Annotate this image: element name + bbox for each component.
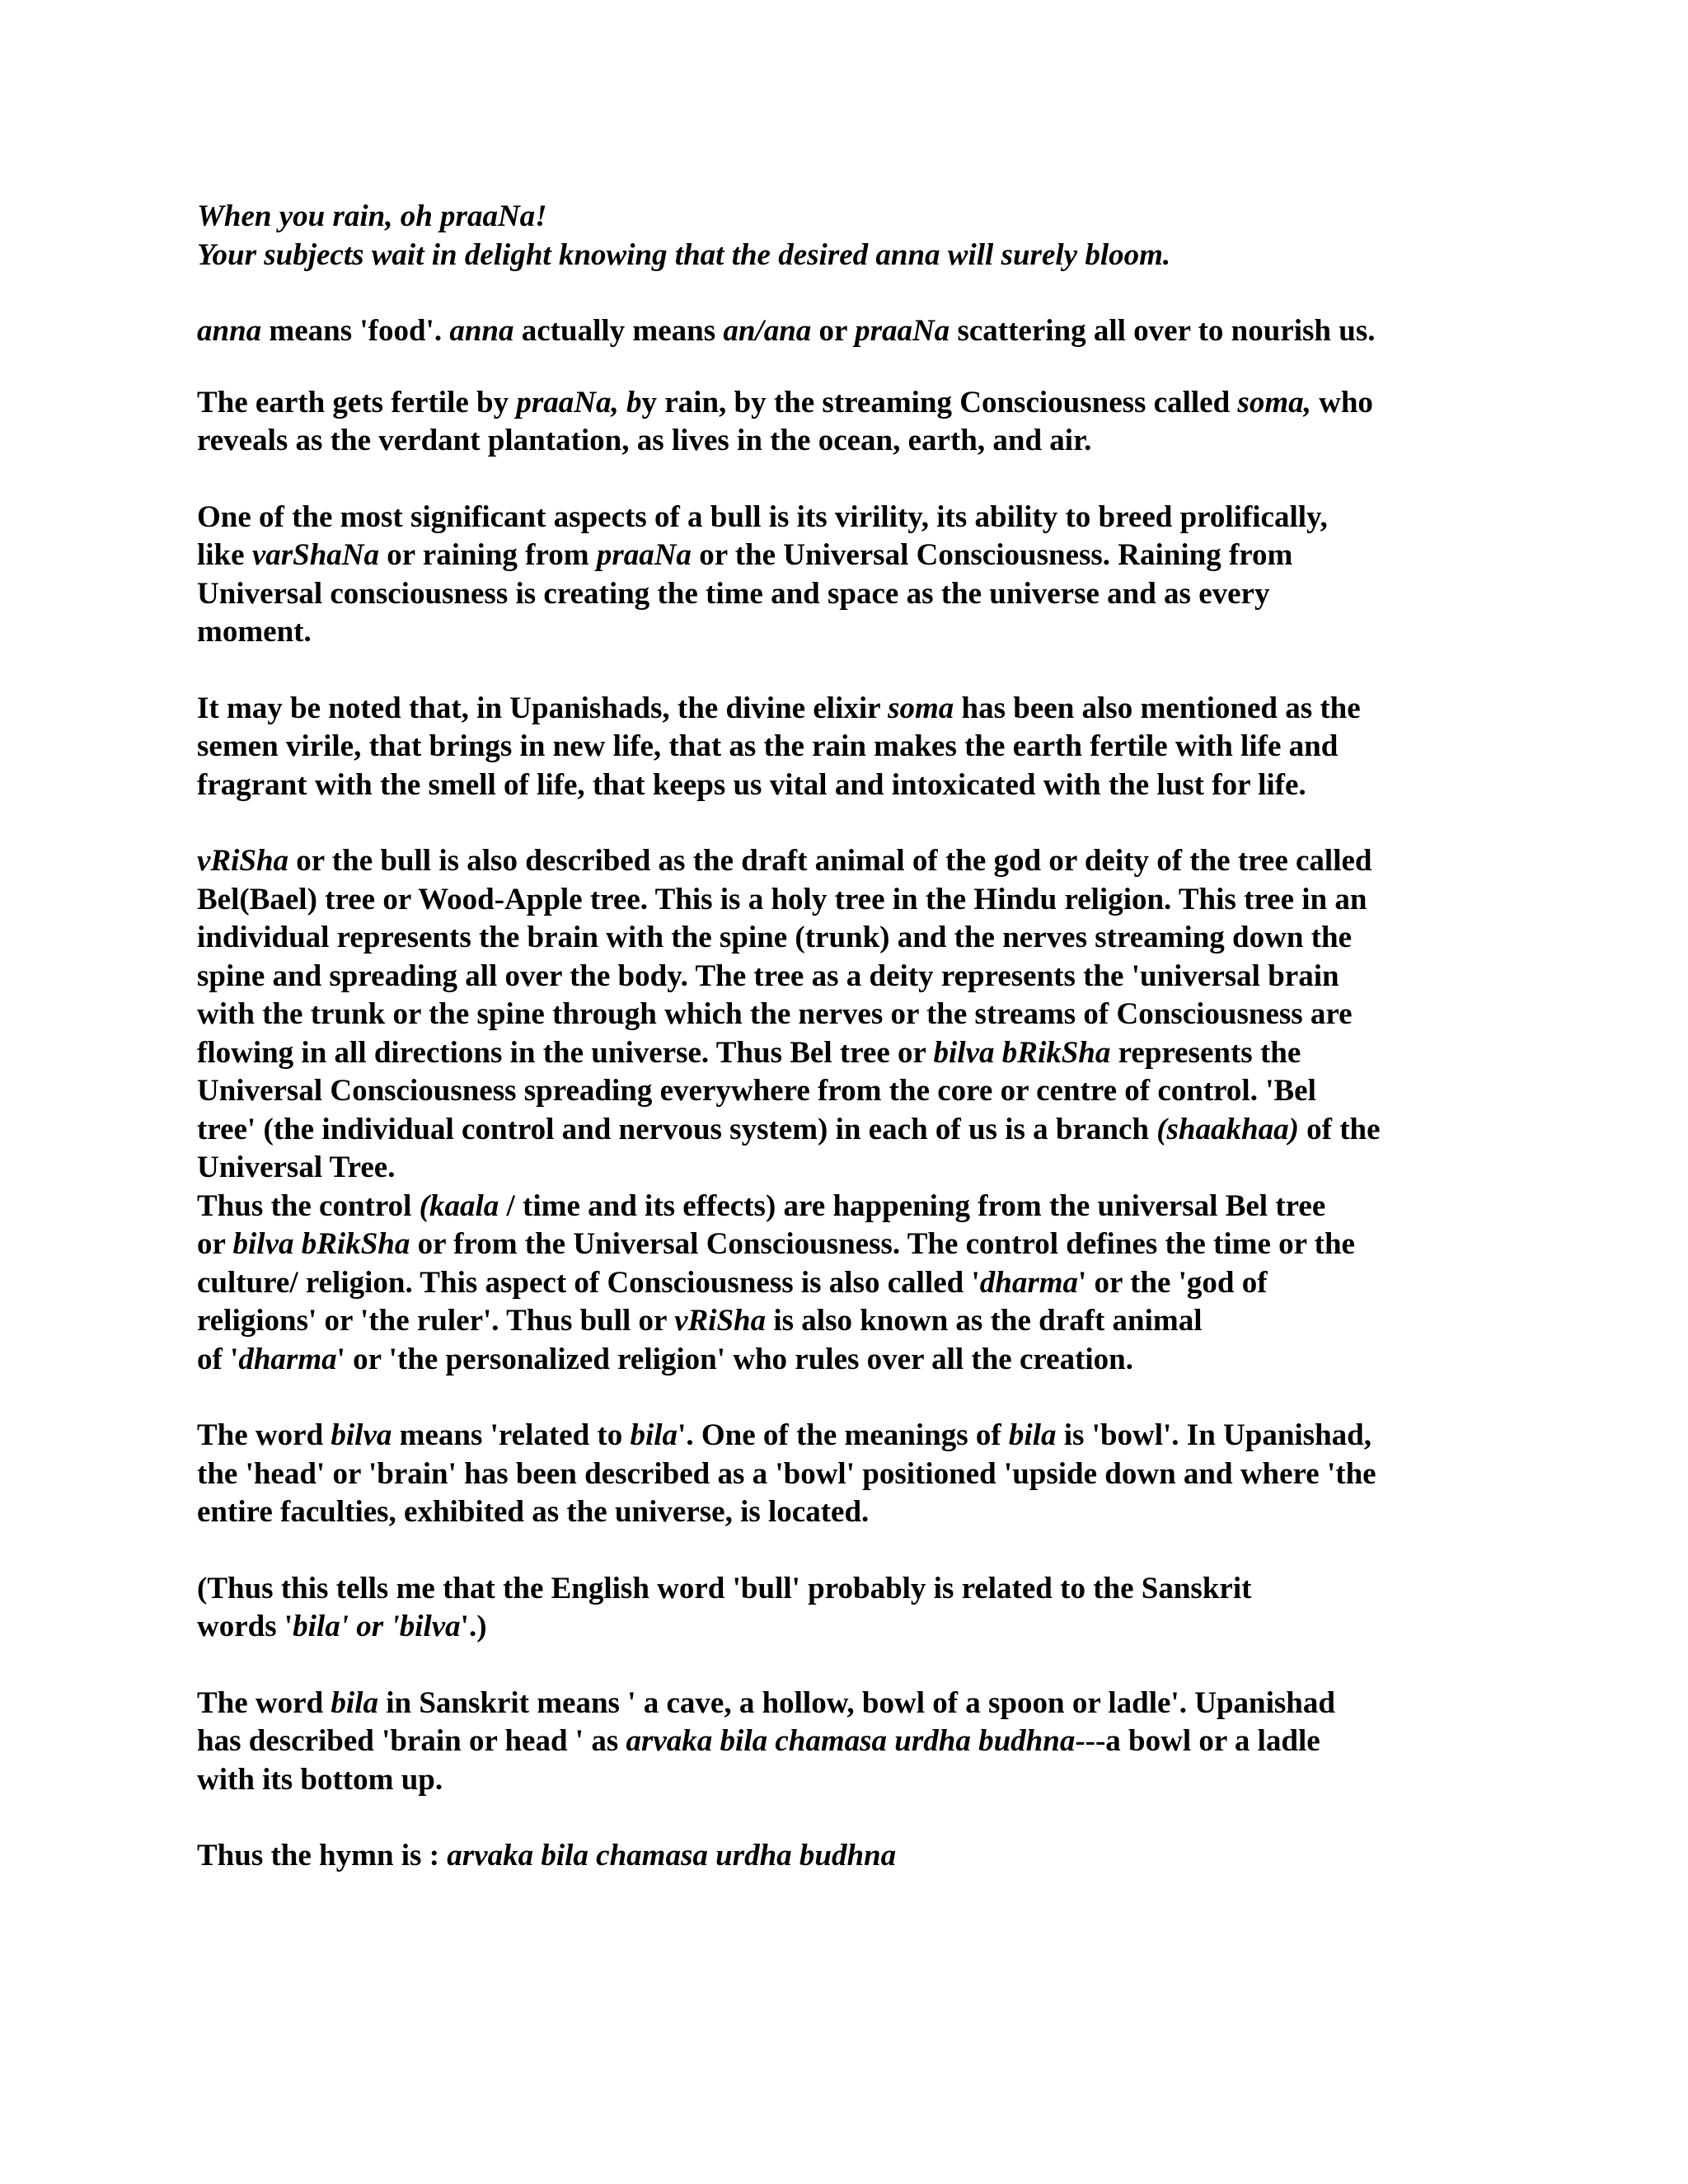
text-run: ' or 'the personalized religion' who rules over all the creation. xyxy=(336,1342,1133,1376)
text-run: Thus the control xyxy=(197,1188,420,1223)
paragraph-line xyxy=(197,1034,1565,1073)
text-run: represents the xyxy=(1110,1035,1301,1070)
text-run: is 'bowl'. In Upanishad, xyxy=(1056,1418,1372,1452)
text-run: has described 'brain or head ' as xyxy=(197,1724,626,1758)
text-run: ' or ' xyxy=(340,1610,400,1643)
text-run: The word xyxy=(197,1685,331,1720)
term: bila xyxy=(630,1418,678,1452)
document-page xyxy=(197,198,1565,1876)
paragraph-line xyxy=(197,312,1565,351)
term: bila xyxy=(293,1610,340,1643)
paragraph-line: One of the most significant aspects of a bull is its virility, its ability to breed prolifically, xyxy=(197,499,1328,534)
paragraph-line xyxy=(197,1341,1565,1380)
text-run: of ' xyxy=(197,1342,239,1376)
term: (shaakhaa) xyxy=(1156,1112,1299,1146)
text-run: culture/ religion. This aspect of Consciousness is also called ' xyxy=(197,1265,980,1300)
text-run: It may be noted that, in Upanishads, the divine elixir xyxy=(197,691,889,725)
paragraph-line: the 'head' or 'brain' has been described as a 'bowl' positioned 'upside down and where 'the xyxy=(197,1456,1376,1491)
paragraph-line xyxy=(197,1226,1565,1264)
term: bilva xyxy=(331,1418,392,1452)
paragraph-line xyxy=(197,1722,1565,1761)
term: vRiSha xyxy=(197,844,289,878)
paragraph-bilva xyxy=(197,1417,1565,1532)
text-run: has been also mentioned as the xyxy=(954,691,1361,725)
paragraph-line: spine and spreading all over the body. The tree as a deity represents the 'universal brain xyxy=(197,958,1339,993)
term: an/ana xyxy=(723,314,812,348)
text-run: Thus the hymn is : xyxy=(197,1839,448,1872)
text-run: actually means xyxy=(513,314,724,348)
paragraph-line: individual represents the brain with the spine (trunk) and the nerves streaming down the xyxy=(197,921,1352,954)
spacer xyxy=(197,274,1565,312)
paragraph-line xyxy=(197,690,1565,729)
text-run: ---a bowl or a ladle xyxy=(1075,1724,1320,1758)
paragraph-line: Bel(Bael) tree or Wood-Apple tree. This is a holy tree in the Hindu religion. This tree in an xyxy=(197,882,1367,916)
text-run: or from the Universal Consciousness. The control defines the time or the xyxy=(410,1227,1355,1261)
text-run: / time and its effects) are happening from the universal Bel tree xyxy=(499,1188,1326,1223)
paragraph-line: with its bottom up. xyxy=(197,1762,443,1797)
paragraph-line xyxy=(197,1685,1565,1723)
text-run: religions' or 'the ruler'. Thus bull or xyxy=(197,1304,675,1338)
text-run: or the Universal Consciousness. Raining from xyxy=(691,538,1293,572)
paragraph-line: Universal Consciousness spreading everywhere from the core or centre of control. 'Bel xyxy=(197,1074,1316,1108)
paragraph-bull-etymology xyxy=(197,1570,1565,1647)
text-run: is also known as the draft animal xyxy=(766,1304,1203,1338)
term: bilva bRikSha xyxy=(232,1227,410,1261)
paragraph-line xyxy=(197,1111,1565,1150)
spacer xyxy=(197,1647,1565,1685)
text-run: tree' (the individual control and nervous system) in each of us is a branch xyxy=(197,1112,1157,1146)
paragraph-bel-tree xyxy=(197,842,1565,1379)
term: arvaka bila chamasa urdha budhna xyxy=(626,1724,1076,1758)
paragraph-anna xyxy=(197,312,1565,351)
text-run: y rain, by the streaming Consciousness called xyxy=(641,385,1238,419)
term: bila xyxy=(331,1685,378,1720)
term: varShaNa xyxy=(251,538,380,572)
text-run: or raining from xyxy=(379,538,597,572)
term: praaNa xyxy=(596,538,692,572)
term: dharma xyxy=(238,1342,337,1376)
term: dharma xyxy=(979,1265,1079,1300)
paragraph-line: reveals as the verdant plantation, as lives in the ocean, earth, and air. xyxy=(197,424,1092,457)
spacer xyxy=(197,461,1565,499)
paragraph-line: (Thus this tells me that the English word 'bull' probably is related to the Sanskrit xyxy=(197,1571,1252,1605)
text-run: who xyxy=(1311,385,1373,419)
term: anna xyxy=(449,314,514,348)
term: soma, xyxy=(1237,385,1311,419)
paragraph-line: fragrant with the smell of life, that keeps us vital and intoxicated with the lust for life. xyxy=(197,767,1306,802)
paragraph-line: moment. xyxy=(197,615,312,649)
term: bilva bRikSha xyxy=(933,1035,1111,1070)
paragraph-line: Universal consciousness is creating the time and space as the universe and as every xyxy=(197,576,1270,611)
paragraph-line: with the trunk or the spine through which the nerves or the streams of Consciousness are xyxy=(197,997,1353,1031)
term: vRiSha xyxy=(674,1304,767,1338)
text-run: flowing in all directions in the universe. Thus Bel tree or xyxy=(197,1035,934,1070)
term: soma xyxy=(888,691,954,725)
term: anna xyxy=(197,314,262,348)
spacer xyxy=(197,652,1565,690)
text-run: in Sanskrit means ' a cave, a hollow, bowl of a spoon or ladle'. Upanishad xyxy=(377,1685,1335,1720)
verse-block xyxy=(197,198,1565,274)
text-run: ' or the 'god of xyxy=(1078,1265,1268,1300)
verse-line-1: When you rain, oh praaNa! xyxy=(197,199,547,233)
text-run: '. One of the meanings of xyxy=(678,1418,1009,1452)
paragraph-line xyxy=(197,1264,1565,1303)
spacer xyxy=(197,351,1565,384)
paragraph-line xyxy=(197,842,1565,881)
paragraph-bull-virility xyxy=(197,499,1565,652)
paragraph-line xyxy=(197,1302,1565,1341)
paragraph-line: semen virile, that brings in new life, that as the rain makes the earth fertile with life and xyxy=(197,729,1339,763)
text-run: means 'food'. xyxy=(261,314,450,348)
term: bila xyxy=(1008,1418,1057,1452)
paragraph-line xyxy=(197,384,1565,423)
term: praaNa, b xyxy=(516,385,642,419)
paragraph-line xyxy=(197,1837,1565,1876)
text-run: The earth gets fertile by xyxy=(197,385,517,419)
paragraph-line xyxy=(197,1188,1565,1226)
term: (kaala xyxy=(419,1188,499,1223)
paragraph-line xyxy=(197,537,1565,575)
text-run: of the xyxy=(1298,1112,1381,1146)
term: arvaka bila chamasa urdha budhna xyxy=(447,1839,897,1872)
paragraph-hymn xyxy=(197,1837,1565,1876)
text-run: or the bull is also described as the draft animal of the god or deity of the tree called xyxy=(288,844,1372,878)
paragraph-line: entire faculties, exhibited as the universe, is located. xyxy=(197,1495,870,1529)
paragraph-earth xyxy=(197,384,1565,461)
spacer xyxy=(197,1379,1565,1417)
paragraph-line xyxy=(197,1417,1565,1455)
paragraph-line xyxy=(197,1608,1565,1647)
term: bilva xyxy=(399,1610,461,1643)
text-run: like xyxy=(197,538,252,572)
text-run: scattering all over to nourish us. xyxy=(950,314,1376,348)
text-run: or xyxy=(197,1227,233,1261)
text-run: means 'related to xyxy=(392,1418,631,1452)
verse-line-2: Your subjects wait in delight knowing that the desired anna will surely bloom. xyxy=(197,237,1171,272)
spacer xyxy=(197,1799,1565,1837)
spacer xyxy=(197,804,1565,842)
paragraph-line: Universal Tree. xyxy=(197,1151,396,1184)
spacer xyxy=(197,1532,1565,1570)
text-run: '.) xyxy=(460,1610,487,1643)
text-run: or xyxy=(811,314,856,348)
text-run: The word xyxy=(197,1418,331,1452)
paragraph-bila xyxy=(197,1685,1565,1800)
paragraph-soma xyxy=(197,690,1565,805)
term: praaNa xyxy=(855,314,950,348)
text-run: words ' xyxy=(197,1610,293,1643)
